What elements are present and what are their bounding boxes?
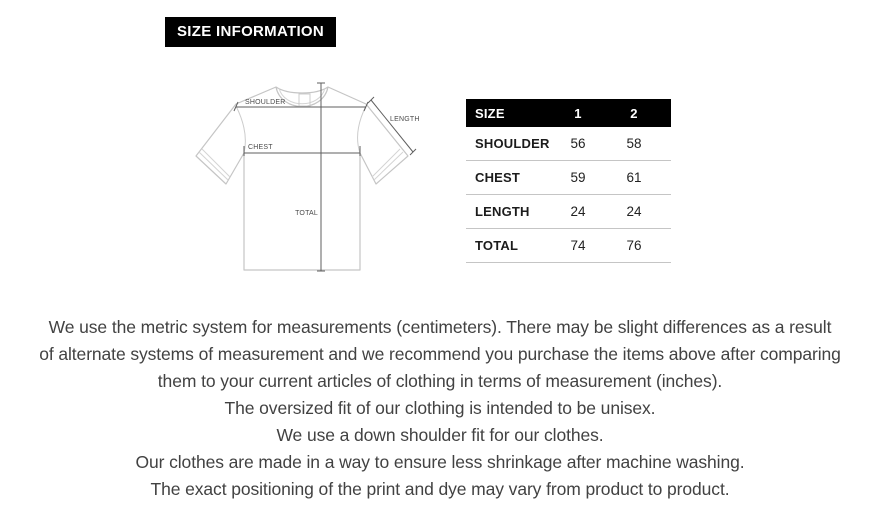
note-line: We use a down shoulder fit for our clothes.	[276, 425, 604, 445]
row-value-size1: 56	[570, 136, 586, 151]
note-line: of alternate systems of measurement and we recommend you purchase the items above after comparing	[39, 344, 841, 364]
note-line: Our clothes are made in a way to ensure less shrinkage after machine washing.	[135, 452, 745, 472]
row-value-size2: 58	[626, 136, 642, 151]
row-value-size1: 59	[570, 170, 586, 185]
row-value-size1: 24	[570, 204, 586, 219]
size-information-badge: SIZE INFORMATION	[165, 17, 336, 47]
size-1-column-header: 1	[574, 105, 582, 121]
row-value-size2: 24	[626, 204, 642, 219]
size-column-header: SIZE	[475, 105, 505, 121]
total-label: TOTAL	[295, 210, 318, 217]
length-label: LENGTH	[390, 116, 420, 123]
size-table	[466, 99, 671, 263]
size-table-header-row	[466, 99, 671, 127]
row-value-size2: 61	[626, 170, 642, 185]
row-label: LENGTH	[475, 204, 530, 219]
row-value-size1: 74	[570, 238, 586, 253]
shoulder-label: SHOULDER	[245, 99, 286, 106]
note-line: The exact positioning of the print and dye may vary from product to product.	[150, 479, 730, 499]
note-line: them to your current articles of clothing in terms of measurement (inches).	[157, 371, 723, 391]
note-line: We use the metric system for measurements (centimeters). There may be slight differences as a result	[48, 317, 832, 337]
chest-label: CHEST	[248, 144, 273, 151]
table-row-shoulder	[466, 127, 671, 161]
tshirt-diagram	[190, 80, 422, 276]
size-2-column-header: 2	[630, 105, 638, 121]
row-label: CHEST	[475, 170, 521, 185]
measurement-notes	[0, 314, 880, 503]
row-value-size2: 76	[626, 238, 642, 253]
table-row-length	[466, 195, 671, 229]
row-label: SHOULDER	[475, 136, 550, 151]
table-row-chest	[466, 161, 671, 195]
note-line: The oversized fit of our clothing is intended to be unisex.	[224, 398, 656, 418]
table-row-total	[466, 229, 671, 263]
row-label: TOTAL	[475, 238, 519, 253]
